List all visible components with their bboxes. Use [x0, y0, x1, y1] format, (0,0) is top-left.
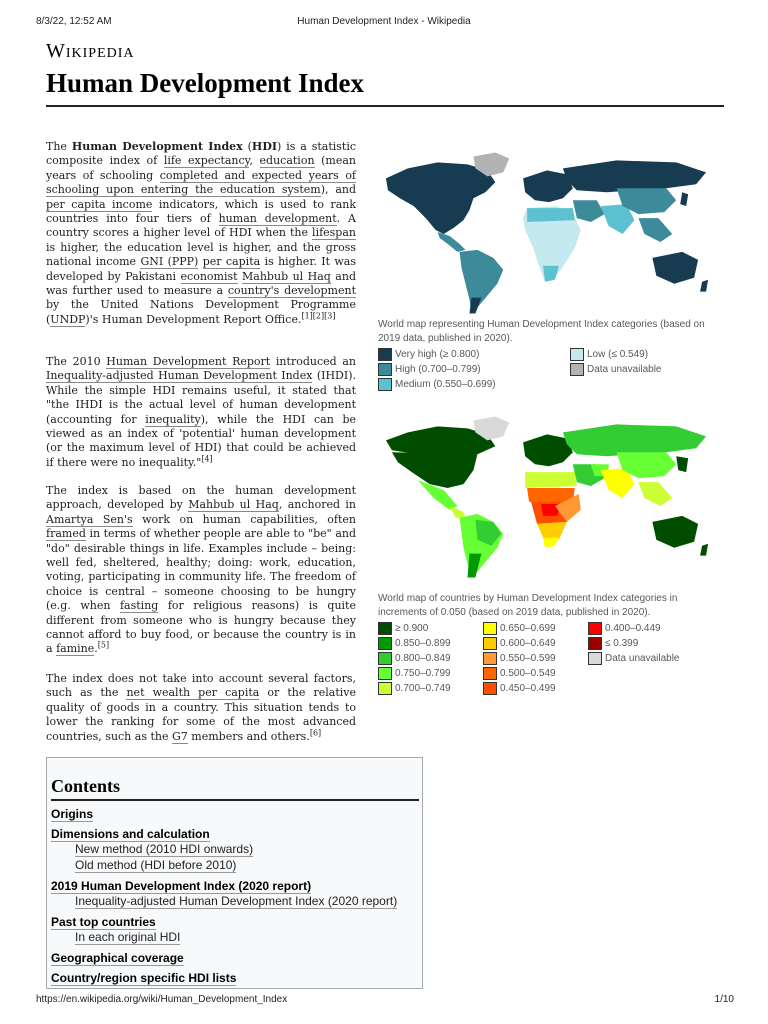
- legend-0850-0899: 0.850–0.899: [378, 637, 451, 651]
- swatch-0750-0799: [378, 667, 392, 680]
- legend-medium: Medium (0.550–0.699): [378, 378, 496, 392]
- legend-0750-0799: 0.750–0.799: [378, 667, 451, 681]
- world-map-hdi-increments[interactable]: [378, 414, 716, 582]
- print-header: [0, 16, 768, 30]
- swatch-le-0399: [588, 637, 602, 650]
- contents-title: Contents: [51, 776, 419, 801]
- link-human-development-report[interactable]: Human Development Report: [106, 355, 271, 368]
- link-lifespan[interactable]: lifespan: [312, 226, 356, 240]
- map1-caption: World map representing Human Development Index categories (based on 2019 data, published in 2020).: [378, 319, 705, 344]
- legend-0450-0499: 0.450–0.499: [483, 682, 556, 696]
- swatch-0800-0849: [378, 652, 392, 665]
- link-economist[interactable]: economist: [180, 269, 238, 283]
- swatch-very-high: [378, 348, 392, 361]
- intro-paragraph-1: The Human Development Index (HDI) is a statistic composite index of life expectancy, education (mean years of schooling completed and expected years of schooling upon entering the education system), and per capita income indicators, which is used to rank countries into four tiers of human development. A country scores a higher level of HDI when the lifespan is higher, the education level is higher, and the gross national income GNI (PPP) per capita is higher. It was developed by Pakistani economist Mahbub ul Haq and was further used to measure a country's development by the United Nations Development Programme (UNDP)'s Human Development Report Office.[1][2][3]: [46, 140, 357, 326]
- legend-ge-0900: ≥ 0.900: [378, 622, 428, 636]
- page-title: Human Development Index: [46, 68, 724, 107]
- toc-new-method[interactable]: New method (2010 HDI onwards): [75, 842, 254, 856]
- link-mahbub-ul-haq[interactable]: Mahbub ul Haq: [242, 269, 331, 283]
- swatch-high: [378, 363, 392, 376]
- toc-country-region-lists[interactable]: Country/region specific HDI lists: [51, 971, 237, 985]
- legend-unavailable-1: Data unavailable: [570, 363, 662, 377]
- link-per-capita-income[interactable]: per capita income: [46, 197, 153, 211]
- legend-high: High (0.700–0.799): [378, 363, 481, 377]
- swatch-low: [570, 348, 584, 361]
- legend-0800-0849: 0.800–0.849: [378, 652, 451, 666]
- link-undp[interactable]: UNDP: [50, 312, 86, 326]
- swatch-0650-0699: [483, 622, 497, 635]
- link-famine[interactable]: famine: [56, 642, 95, 656]
- legend-le-0399: ≤ 0.399: [588, 637, 638, 651]
- reference-5[interactable]: [5]: [97, 640, 110, 650]
- swatch-0450-0499: [483, 682, 497, 695]
- toc-origins[interactable]: Origins: [51, 807, 94, 821]
- link-country-development[interactable]: country's development: [227, 284, 356, 298]
- swatch-unavailable: [570, 363, 584, 376]
- legend-0400-0449: 0.400–0.449: [588, 622, 661, 636]
- map2-north-africa: [525, 472, 577, 488]
- swatch-medium: [378, 378, 392, 391]
- link-schooling[interactable]: completed and expected years of schooling upon entering the education system: [46, 168, 357, 197]
- table-of-contents: [46, 757, 423, 989]
- print-page-number: 1/10: [714, 994, 734, 1005]
- swatch-0850-0899: [378, 637, 392, 650]
- swatch-0550-0599: [483, 652, 497, 665]
- wikipedia-wordmark[interactable]: Wikipedia: [46, 40, 135, 62]
- toc-old-method[interactable]: Old method (HDI before 2010): [75, 858, 237, 872]
- link-g7[interactable]: G7: [171, 729, 188, 743]
- toc-2019-hdi[interactable]: 2019 Human Development Index (2020 report): [51, 879, 312, 893]
- legend-unavailable-2: Data unavailable: [588, 652, 680, 666]
- toc-past-top-countries[interactable]: Past top countries: [51, 915, 156, 929]
- toc-dimensions-and-calculation[interactable]: Dimensions and calculation: [51, 827, 210, 841]
- swatch-0700-0749: [378, 682, 392, 695]
- link-mahbub-ul-haq-2[interactable]: Mahbub ul Haq: [188, 498, 279, 512]
- reference-6[interactable]: [6]: [309, 727, 322, 737]
- link-gni-ppp[interactable]: GNI (PPP): [140, 255, 199, 269]
- swatch-0600-0649: [483, 637, 497, 650]
- link-life-expectancy[interactable]: life expectancy: [163, 154, 250, 168]
- legend-low: Low (≤ 0.549): [570, 348, 648, 362]
- swatch-ge-0900: [378, 622, 392, 635]
- link-amartya-sen[interactable]: Amartya Sen's: [46, 512, 133, 526]
- print-datetime: 8/3/22, 12:52 AM: [36, 16, 112, 27]
- print-url: https://en.wikipedia.org/wiki/Human_Development_Index: [36, 994, 288, 1005]
- intro-paragraph-3: The index is based on the human development approach, developed by Mahbub ul Haq, anchored in Amartya Sen's work on human capabilities, often framed in terms of whether people are able to "be" and "do" desirable things in life. Examples include – being: well fed, sheltered, healthy; doing: work, education, voting, participating in community life. The freedom of choice is central – someone choosing to be hungry (e.g. when fasting for religious reasons) is quite different from someone who is hungry because they cannot afford to buy food, or because the country is in a famine.[5]: [46, 484, 356, 656]
- legend-0600-0649: 0.600–0.649: [483, 637, 556, 651]
- intro-paragraph-2: The 2010 Human Development Report introduced an Inequality-adjusted Human Development Index (IHDI). While the simple HDI remains useful, it stated that "the IHDI is the actual level of human development (accounting for inequality), while the HDI can be viewed as an index of 'potential' human development (or the maximum level of HDI) that could be achieved if there were no inequality."[4]: [46, 355, 357, 469]
- reference-1-3[interactable]: [1][2][3]: [301, 311, 336, 321]
- legend-0650-0699: 0.650–0.699: [483, 622, 556, 636]
- swatch-0500-0549: [483, 667, 497, 680]
- reference-4[interactable]: [4]: [201, 454, 213, 464]
- link-human-development[interactable]: human development: [218, 212, 337, 226]
- toc-each-original-hdi[interactable]: In each original HDI: [75, 930, 181, 944]
- print-title: Human Development Index - Wikipedia: [297, 16, 471, 27]
- legend-0500-0549: 0.500–0.549: [483, 667, 556, 681]
- link-framed[interactable]: framed: [46, 527, 86, 541]
- link-per-capita[interactable]: per capita: [202, 255, 261, 269]
- link-inequality[interactable]: inequality: [145, 412, 201, 426]
- swatch-0400-0449: [588, 622, 602, 635]
- link-net-wealth-per-capita[interactable]: net wealth per capita: [126, 686, 260, 700]
- swatch-unavailable-2: [588, 652, 602, 665]
- world-map-hdi-categories[interactable]: [378, 148, 716, 316]
- link-ihdi[interactable]: Inequality-adjusted Human Development Index: [46, 369, 313, 383]
- legend-very-high: Very high (≥ 0.800): [378, 348, 479, 362]
- toc-ihdi-2020[interactable]: Inequality-adjusted Human Development Index (2020 report): [75, 894, 398, 908]
- link-education[interactable]: education: [259, 154, 315, 168]
- intro-paragraph-4: The index does not take into account several factors, such as the net wealth per capita or the relative quality of goods in a country. This situation tends to lower the ranking for some of the most advanced countries, such as the G7 members and others.[6]: [46, 672, 356, 743]
- legend-0550-0599: 0.550–0.599: [483, 652, 556, 666]
- legend-0700-0749: 0.700–0.749: [378, 682, 451, 696]
- map1-north-africa: [527, 208, 575, 222]
- map2-caption: World map of countries by Human Development Index categories in increments of 0.050 (based on 2019 data, published in 2020).: [378, 593, 678, 618]
- link-fasting[interactable]: fasting: [119, 599, 159, 613]
- toc-geographical-coverage[interactable]: Geographical coverage: [51, 951, 184, 965]
